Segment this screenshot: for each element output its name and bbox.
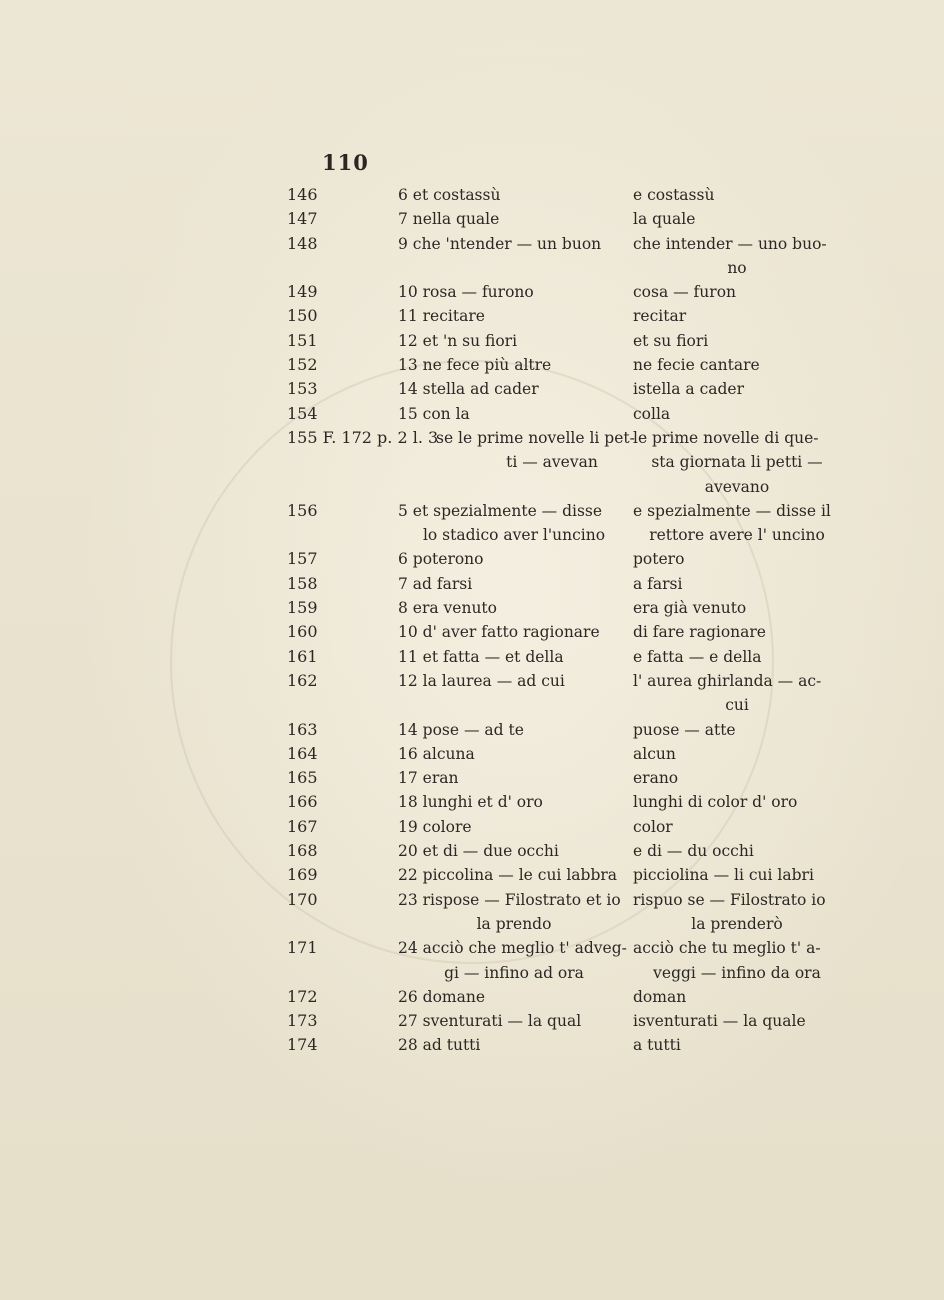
corrected-reading (633, 207, 841, 231)
original-reading (398, 280, 630, 304)
original-reading (398, 304, 630, 328)
original-reading (398, 353, 630, 377)
original-reading (398, 207, 630, 231)
corrected-line: istella a cader (633, 380, 744, 399)
original-line: la prendo (476, 914, 552, 933)
original-reading (398, 1009, 630, 1033)
corrected-reading (633, 863, 841, 887)
corrected-line: isventurati — la quale (633, 1012, 806, 1031)
original-line: 5 et spezialmente — disse (398, 501, 603, 520)
entry-number: 159 (287, 598, 318, 618)
corrected-line: che intender — uno buo- (633, 234, 827, 253)
original-line: ti — avevan (506, 453, 598, 472)
corrected-line: rispuo se — Filostrato io (633, 890, 826, 909)
errata-row (0, 718, 944, 742)
errata-row (0, 620, 944, 644)
original-line: 7 ad farsi (398, 574, 473, 593)
errata-row (0, 790, 944, 814)
corrected-reading (633, 815, 841, 839)
errata-table (0, 183, 944, 1058)
errata-row (0, 499, 944, 548)
corrected-line: cosa — furon (633, 283, 737, 302)
corrected-reading (633, 426, 841, 499)
errata-row (0, 1033, 944, 1057)
entry-number: 163 (287, 719, 318, 739)
entry-number: 157 (287, 549, 318, 569)
original-reading (398, 839, 630, 863)
original-reading (398, 572, 630, 596)
corrected-reading (633, 1009, 841, 1033)
corrected-reading (633, 329, 841, 353)
corrected-reading (633, 596, 841, 620)
original-line: 15 con la (398, 404, 470, 423)
entry-number: 173 (287, 1011, 318, 1031)
original-reading (398, 790, 630, 814)
original-reading (398, 815, 630, 839)
original-line: 7 nella quale (398, 210, 500, 229)
entry-number: 147 (287, 209, 318, 229)
corrected-line: cui (725, 696, 749, 715)
corrected-line: e spezialmente — disse il (633, 501, 831, 520)
corrected-line: a farsi (633, 574, 683, 593)
errata-row (0, 645, 944, 669)
errata-row (0, 353, 944, 377)
entry-number: 151 (287, 330, 318, 350)
errata-row (0, 669, 944, 718)
original-reading (398, 985, 630, 1009)
corrected-line: no (727, 258, 747, 277)
errata-row (0, 572, 944, 596)
original-line: 16 alcuna (398, 744, 475, 763)
entry-number: 168 (287, 841, 318, 861)
errata-row (0, 329, 944, 353)
original-line: 14 stella ad cader (398, 380, 539, 399)
original-reading (398, 766, 630, 790)
corrected-reading (633, 377, 841, 401)
original-line: gi — infino ad ora (444, 963, 584, 982)
page-reference: 155 F. 172 p. 2 l. 3 (287, 427, 439, 447)
corrected-line: avevano (704, 477, 770, 496)
corrected-reading (633, 718, 841, 742)
entry-number: 162 (287, 670, 318, 690)
corrected-line: la prenderò (691, 914, 783, 933)
original-line: 27 sventurati — la qual (398, 1012, 582, 1031)
corrected-reading (633, 1033, 841, 1057)
original-reading (398, 620, 630, 644)
original-line: 13 ne fece più altre (398, 356, 552, 375)
original-reading (398, 1033, 630, 1057)
original-line: 24 acciò che meglio t' adveg- (398, 939, 627, 958)
corrected-reading (633, 353, 841, 377)
corrected-line: le prime novelle di que- (633, 428, 819, 447)
entry-number: 164 (287, 743, 318, 763)
original-line: 8 era venuto (398, 599, 497, 618)
entry-number: 148 (287, 233, 318, 253)
original-line: 12 et 'n su fiori (398, 331, 518, 350)
errata-row (0, 547, 944, 571)
corrected-line: di fare ragionare (633, 623, 766, 642)
corrected-reading (633, 280, 841, 304)
entry-number: 160 (287, 622, 318, 642)
corrected-line: erano (633, 769, 679, 788)
corrected-reading (633, 669, 841, 718)
corrected-line: lunghi di color d' oro (633, 793, 798, 812)
corrected-line: e di — du occhi (633, 842, 754, 861)
original-reading (398, 402, 630, 426)
corrected-reading (633, 936, 841, 985)
original-line: 18 lunghi et d' oro (398, 793, 543, 812)
corrected-line: doman (633, 987, 687, 1006)
original-reading (398, 718, 630, 742)
errata-row (0, 232, 944, 281)
original-line: 17 eran (398, 769, 459, 788)
errata-row (0, 402, 944, 426)
corrected-reading (633, 499, 841, 548)
original-line: 11 recitare (398, 307, 485, 326)
original-line: se le prime novelle li pet- (436, 428, 635, 447)
errata-row (0, 839, 944, 863)
original-reading (398, 645, 630, 669)
errata-row (0, 280, 944, 304)
errata-row (0, 207, 944, 231)
original-reading (398, 936, 630, 985)
entry-number: 153 (287, 379, 318, 399)
entry-number: 152 (287, 355, 318, 375)
corrected-reading (633, 304, 841, 328)
original-line: 28 ad tutti (398, 1036, 481, 1055)
errata-row (0, 863, 944, 887)
entry-number: 169 (287, 865, 318, 885)
original-line: 20 et di — due occhi (398, 842, 559, 861)
corrected-line: color (633, 817, 673, 836)
original-line: 22 piccolina — le cui labbra (398, 866, 618, 885)
corrected-line: recitar (633, 307, 687, 326)
corrected-line: acciò che tu meglio t' a- (633, 939, 821, 958)
original-line: 6 et costassù (398, 186, 501, 204)
corrected-line: a tutti (633, 1036, 681, 1055)
corrected-line: rettore avere l' uncino (649, 526, 825, 545)
errata-row (0, 742, 944, 766)
entry-number: 161 (287, 646, 318, 666)
corrected-reading (633, 888, 841, 937)
entry-number: 174 (287, 1035, 318, 1055)
corrected-reading (633, 645, 841, 669)
entry-number: 149 (287, 282, 318, 302)
corrected-line: ne fecie cantare (633, 356, 760, 375)
original-line: 19 colore (398, 817, 472, 836)
corrected-line: e fatta — e della (633, 647, 762, 666)
entry-number: 172 (287, 986, 318, 1006)
entry-number: 166 (287, 792, 318, 812)
errata-row (0, 936, 944, 985)
corrected-line: et su fiori (633, 331, 709, 350)
errata-row (0, 766, 944, 790)
corrected-line: l' aurea ghirlanda — ac- (633, 671, 822, 690)
corrected-reading (633, 790, 841, 814)
original-reading (398, 547, 630, 571)
corrected-reading (633, 183, 841, 207)
original-line: 23 rispose — Filostrato et io (398, 890, 621, 909)
errata-row (0, 183, 944, 207)
errata-row (0, 1009, 944, 1033)
entry-number: 170 (287, 889, 318, 909)
corrected-line: la quale (633, 210, 696, 229)
entry-number: 150 (287, 306, 318, 326)
original-reading (398, 742, 630, 766)
entry-number: 156 (287, 500, 318, 520)
original-line: 12 la laurea — ad cui (398, 671, 565, 690)
corrected-line: sta giornata li petti — (651, 453, 823, 472)
original-reading (398, 232, 630, 256)
entry-number: 154 (287, 403, 318, 423)
corrected-line: e costassù (633, 186, 715, 204)
entry-number: 167 (287, 816, 318, 836)
errata-row (0, 377, 944, 401)
corrected-line: potero (633, 550, 685, 569)
errata-row (0, 596, 944, 620)
original-reading (398, 499, 630, 548)
corrected-reading (633, 232, 841, 281)
entry-number: 165 (287, 768, 318, 788)
corrected-reading (633, 839, 841, 863)
original-line: 11 et fatta — et della (398, 647, 564, 666)
page-number: 110 (322, 150, 369, 175)
original-reading (398, 329, 630, 353)
original-line: 6 poterono (398, 550, 484, 569)
original-line: 9 che 'ntender — un buon (398, 234, 602, 253)
original-reading (398, 377, 630, 401)
corrected-reading (633, 402, 841, 426)
original-line: 10 d' aver fatto ragionare (398, 623, 600, 642)
original-reading (398, 596, 630, 620)
original-line: 10 rosa — furono (398, 283, 534, 302)
corrected-line: veggi — infino da ora (653, 963, 821, 982)
corrected-line: colla (633, 404, 671, 423)
entry-number: 146 (287, 185, 318, 204)
corrected-reading (633, 572, 841, 596)
original-reading (398, 183, 630, 207)
corrected-reading (633, 742, 841, 766)
original-line: 14 pose — ad te (398, 720, 524, 739)
errata-row (0, 985, 944, 1009)
original-reading (398, 888, 630, 937)
corrected-line: era già venuto (633, 599, 747, 618)
original-line: lo stadico aver l'uncino (422, 526, 606, 545)
errata-row (0, 815, 944, 839)
original-reading (398, 863, 630, 887)
corrected-reading (633, 985, 841, 1009)
errata-row (0, 426, 944, 499)
original-line: 26 domane (398, 987, 485, 1006)
entry-number: 158 (287, 573, 318, 593)
corrected-line: picciolina — li cui labri (633, 866, 814, 885)
original-reading (398, 669, 630, 693)
errata-row (0, 888, 944, 937)
corrected-line: puose — atte (633, 720, 736, 739)
corrected-reading (633, 766, 841, 790)
entry-number: 171 (287, 938, 318, 958)
corrected-line: alcun (633, 744, 676, 763)
corrected-reading (633, 620, 841, 644)
errata-row (0, 304, 944, 328)
corrected-reading (633, 547, 841, 571)
